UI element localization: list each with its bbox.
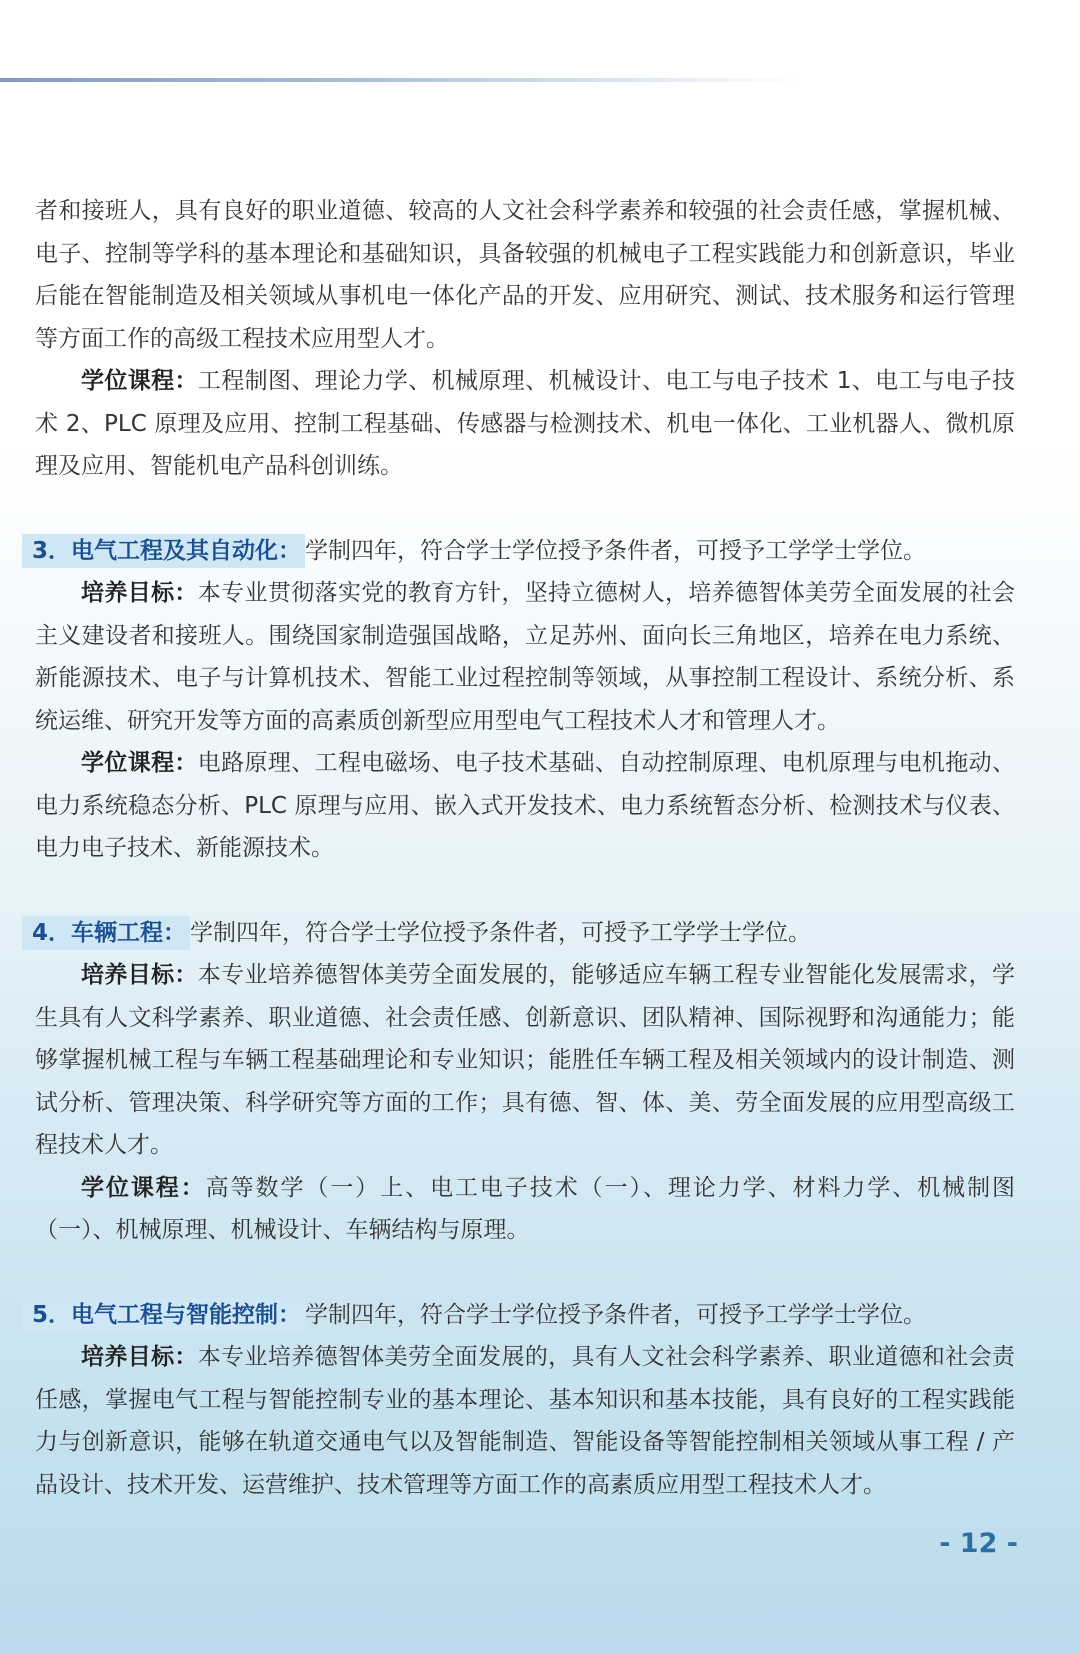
page-number: - 12 - [939,1528,1018,1559]
section-intro: 学制四年，符合学士学位授予条件者，可授予工学学士学位。 [190,919,812,946]
courses-text: 工程制图、理论力学、机械原理、机械设计、电工与电子技术 1、电工与电子技术 2、PLC 原理及应用、控制工程基础、传感器与检测技术、机电一体化、工业机器人、微机原理及应用、智能机电产品科创训练。 [35,368,1016,479]
goal-label: 培养目标： [81,580,198,606]
section-intro: 学制四年，符合学士学位授予条件者，可授予工学学士学位。 [305,1301,927,1328]
goal-text: 本专业培养德智体美劳全面发展的，能够适应车辆工程专业智能化发展需求，学生具有人文科学素养、职业道德、社会责任感、创新意识、团队精神、国际视野和沟通能力；能够掌握机械工程与车辆工程基础理论和专业知识；能胜任车辆工程及相关领域内的设计制造、测试分析、管理决策、科学研究等方面的工作；具有德、智、体、美、劳全面发展的应用型高级工程技术人才。 [35,962,1016,1158]
section-goal [35,572,1015,742]
section-vehicle-engineering [32,912,1016,1252]
intro-courses [35,360,1015,488]
courses-text: 高等数学（一）上、电工电子技术（一）、理论力学、材料力学、机械制图（一）、机械原理、机械设计、车辆结构与原理。 [35,1174,1016,1243]
intro-paragraph: 者和接班人，具有良好的职业道德、较高的人文社会科学素养和较强的社会责任感，掌握机械、电子、控制等学科的基本理论和基础知识，具备较强的机械电子工程实践能力和创新意识，毕业后能在智能制造及相关领域从事机电一体化产品的开发、应用研究、测试、技术服务和运行管理等方面工作的高级工程技术应用型人才。 [35,198,1015,352]
section-goal [35,1336,1015,1506]
section-heading-line [32,530,1015,573]
goal-text: 本专业培养德智体美劳全面发展的，具有人文社会科学素养、职业道德和社会责任感，掌握电气工程与智能控制专业的基本理论、基本知识和基本技能，具有良好的工程实践能力与创新意识，能够在轨道交通电气以及智能制造、智能设备等智能控制相关领域从事工程 / 产品设计、技术开发、运营维护、技术管理等方面工作的高素质应用型工程技术人才。 [35,1344,1016,1498]
section-heading: 4．车辆工程： [22,916,190,950]
courses-label: 学位课程： [81,750,198,776]
section-electrical-intelligent-control [32,1294,1016,1507]
page-content [32,190,1016,1506]
courses-label: 学位课程： [81,1174,206,1201]
section-heading: 5．电气工程与智能控制： [22,1298,305,1332]
section-heading: 3．电气工程及其自动化： [22,534,305,568]
section-intro: 学制四年，符合学士学位授予条件者，可授予工学学士学位。 [305,537,927,564]
goal-label: 培养目标： [81,962,198,988]
section-electrical-automation [32,530,1016,870]
section-heading-line [32,1294,1015,1337]
goal-label: 培养目标： [81,1344,198,1370]
section-courses [35,1167,1015,1252]
goal-text: 本专业贯彻落实党的教育方针，坚持立德树人，培养德智体美劳全面发展的社会主义建设者和接班人。围绕国家制造强国战略，立足苏州、面向长三角地区，培养在电力系统、新能源技术、电子与计算机技术、智能工业过程控制等领域，从事控制工程设计、系统分析、系统运维、研究开发等方面的高素质创新型应用型电气工程技术人才和管理人才。 [35,580,1016,734]
section-courses [35,742,1015,870]
courses-label: 学位课程： [81,368,198,394]
section-heading-line [32,912,1015,955]
courses-text: 电路原理、工程电磁场、电子技术基础、自动控制原理、电机原理与电机拖动、电力系统稳态分析、PLC 原理与应用、嵌入式开发技术、电力系统暂态分析、检测技术与仪表、电力电子技术、新能源技术。 [35,750,1016,861]
section-goal [35,954,1015,1167]
header-rule [0,78,800,82]
